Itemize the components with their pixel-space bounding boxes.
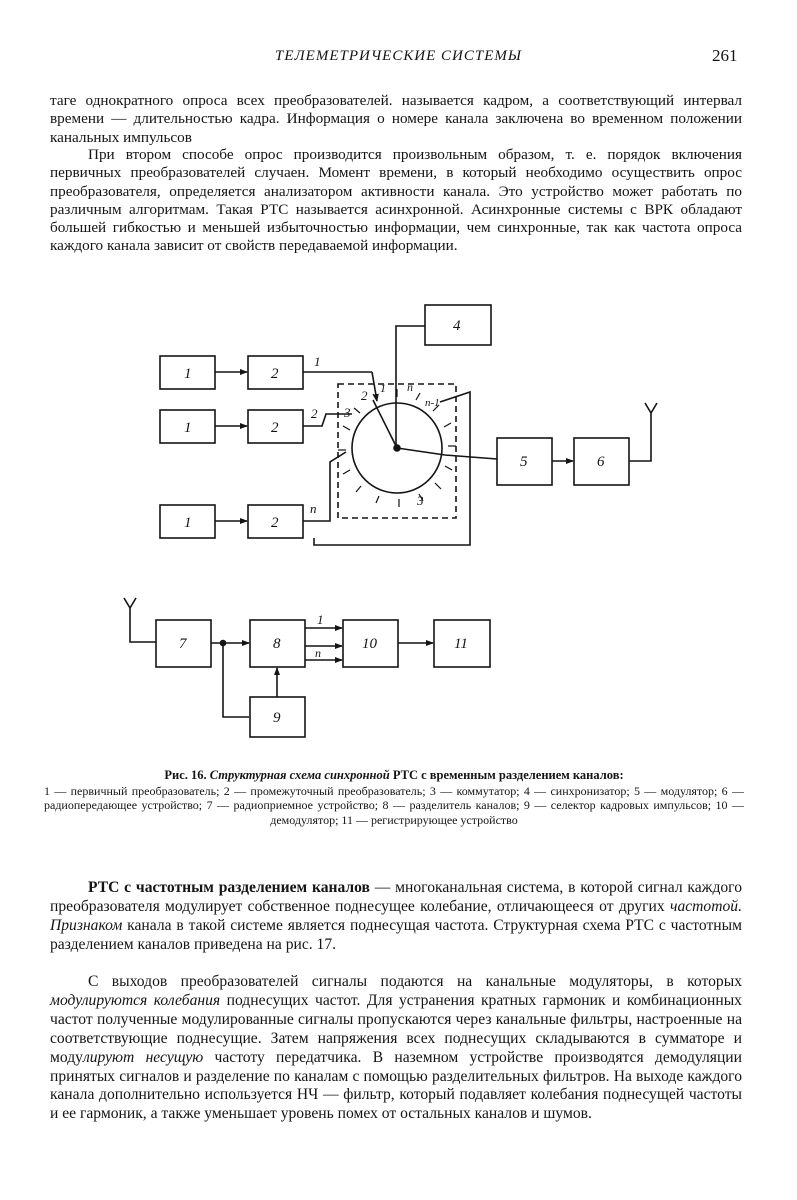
paragraph-2: При втором способе опрос производится произвольным образом, т. е. порядок включения первичных преобразователей случаен. Момент времени, в который необходимо осуществить опрос преобразователя, определяется анализатором активности канала. Это устройство может работать по различным алгоритмам. Такая РТС называется асинхронной. Асинхронные системы с ВРК обладают большей гибкостью и меньшей избыточностью информации, чем синхронные, так как частота опроса каждого канала зависит от свойств передаваемой информации. <box>50 146 742 255</box>
label-block-9: 9 <box>273 710 281 726</box>
output-label-1: 1 <box>317 612 324 627</box>
contact-label-n: n <box>407 380 413 394</box>
commutator-label-3-a: 3 <box>344 405 351 420</box>
label-block-8: 8 <box>273 636 281 652</box>
running-header: ТЕЛЕМЕТРИЧЕСКИЕ СИСТЕМЫ <box>275 48 522 64</box>
contact-label-n-1: n-1 <box>425 397 440 409</box>
figure-caption-legend: 1 — первичный преобразователь; 2 — промежуточный преобразователь; 3 — коммутатор; 4 — синхронизатор; 5 — модулятор; 6 — радиопередающее устройство; 7 — радиоприемное устройство; 8 — разделитель каналов; 9 — селектор кадровых импульсов; 10 — демодулятор; 11 — регистрирующее устройство <box>44 784 744 827</box>
label-block-2-c: 2 <box>271 515 279 531</box>
commutator-label-3-b: 3 <box>417 493 424 508</box>
contact-label-2: 2 <box>361 388 368 403</box>
label-block-10: 10 <box>362 636 377 652</box>
paragraph-3: РТС с частотным разделением каналов — многоканальная система, в которой сигнал каждого преобразователя модулирует собственное поднесущее колебание, отличающееся от других частотой. Признаком канала в такой системе является поднесущая частота. Структурная схема РТС с частотным разделением каналов приведена на рис. 17. <box>50 879 742 953</box>
page-number: 261 <box>712 46 738 65</box>
output-label-n: n <box>315 646 321 660</box>
line-label-1: 1 <box>314 354 321 369</box>
label-block-4: 4 <box>453 318 461 334</box>
paragraph-1: таге однократного опроса всех преобразователей. называется кадром, а соответствующий интервал времени — длительностью кадра. Информация о номере канала заключена во временном положении канальных импульсов <box>50 92 742 146</box>
line-label-n: n <box>310 501 317 516</box>
label-block-5: 5 <box>520 454 528 470</box>
label-block-7: 7 <box>179 636 187 652</box>
line-label-2: 2 <box>311 406 318 421</box>
contact-label-1: 1 <box>380 381 386 395</box>
label-block-2-a: 2 <box>271 366 279 382</box>
label-block-1-b: 1 <box>184 420 192 436</box>
label-block-1-a: 1 <box>184 366 192 382</box>
label-block-2-b: 2 <box>271 420 279 436</box>
label-block-11: 11 <box>454 636 468 652</box>
label-block-6: 6 <box>597 454 605 470</box>
figure-caption-title: Рис. 16. Структурная схема синхронной РТС с временным разделением каналов: <box>164 768 624 782</box>
paragraph-4: С выходов преобразователей сигналы подаются на канальные модуляторы, в которых модулируются колебания поднесущих частот. Для устранения кратных гармоник и комбинационных частот полученные модулированные сигналы пропускаются через канальные фильтры, настроенные на соответствующие поднесущие. Затем напряжения всех поднесущих складываются в сумматоре и модулируют несущую частоту передатчика. В наземном устройстве производятся демодуляции принятых сигналов и разделение по каналам с помощью разделительных фильтров. На выходе каждого канала дополнительно используется НЧ — фильтр, который подавляет колебания поднесущей частоты и ее гармоник, а также уменьшает уровень помех от остальных каналов и шумов. <box>50 973 742 1123</box>
label-block-1-c: 1 <box>184 515 192 531</box>
